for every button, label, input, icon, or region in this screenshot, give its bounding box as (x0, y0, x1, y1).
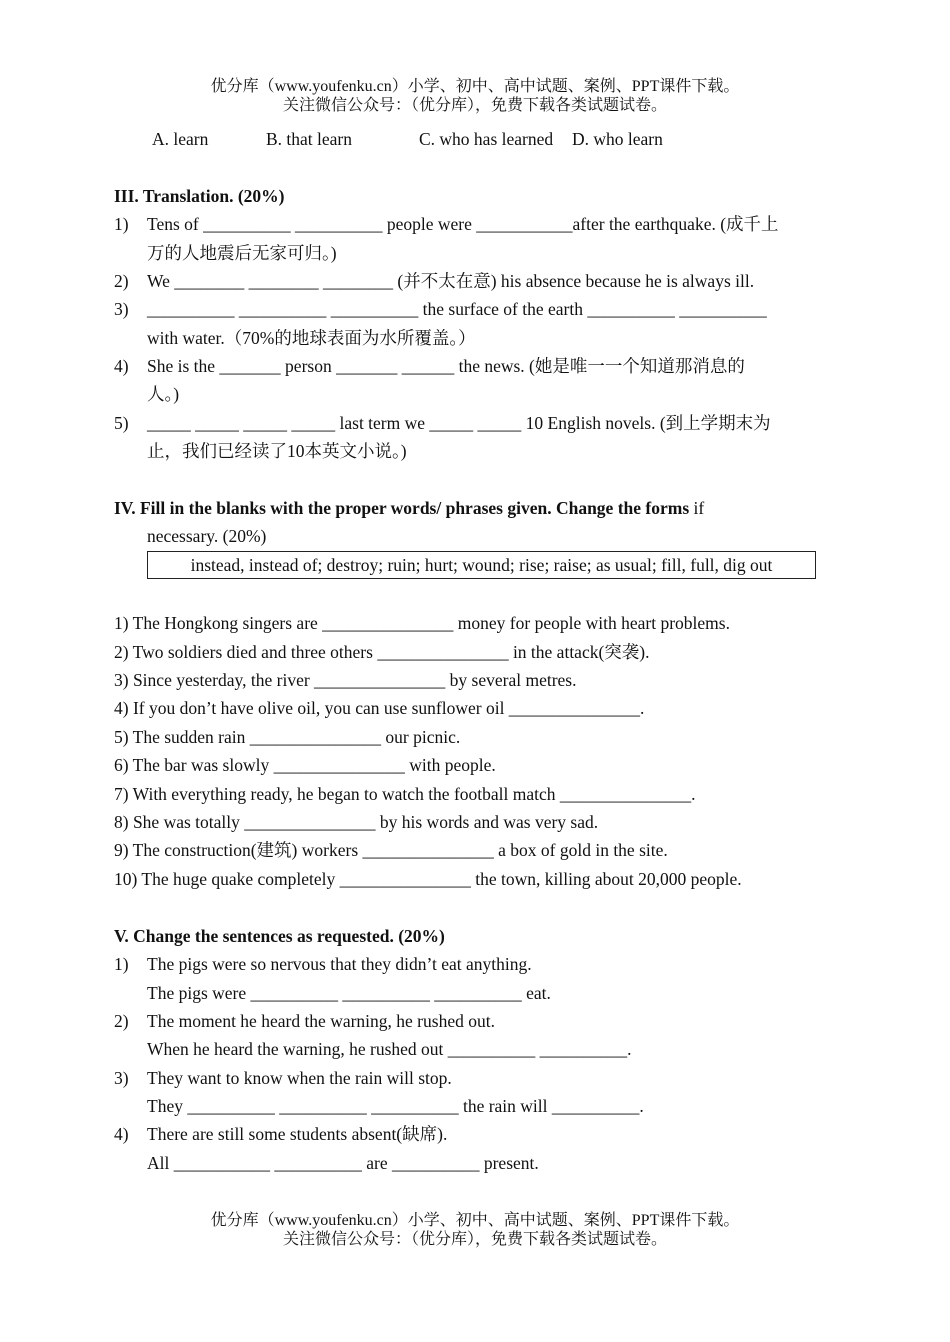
fill-blank-item: 5) The sudden rain _______________ our picnic. (114, 727, 461, 747)
fill-blank-item: 6) The bar was slowly _______________ with people. (114, 755, 496, 775)
header-line-2: 关注微信公众号：（优分库），免费下载各类试题试卷。 (282, 97, 667, 114)
item-text: They want to know when the rain will stop. (147, 1068, 452, 1088)
item-rewrite: They __________ __________ __________ the rain will __________. (147, 1096, 644, 1116)
item-number: 2) (114, 1011, 129, 1031)
fill-blank-item: 3) Since yesterday, the river _______________ by several metres. (114, 670, 577, 690)
item-text: She is the _______ person _______ ______ the news. (她是唯一一个知道那消息的 (147, 356, 745, 376)
section-4-title-bold: IV. Fill in the blanks with the proper words/ phrases given. Change the forms (114, 498, 690, 518)
item-number: 3) (114, 299, 129, 319)
header-line-1: 优分库（www.youfenku.cn）小学、初中、高中试题、案例、PPT课件下载。 (210, 78, 740, 95)
item-number: 3) (114, 1068, 129, 1088)
item-rewrite: The pigs were __________ __________ __________ eat. (147, 983, 551, 1003)
option-b: B. that learn (266, 129, 353, 149)
item-text: The pigs were so nervous that they didn’t eat anything. (147, 954, 532, 974)
fill-blank-item: 10) The huge quake completely _______________ the town, killing about 20,000 people. (114, 869, 742, 889)
item-number: 4) (114, 356, 129, 376)
item-text: There are still some students absent(缺席). (147, 1124, 448, 1144)
item-text: __________ __________ __________ the surface of the earth __________ __________ (147, 299, 767, 319)
fill-blank-item: 9) The construction(建筑) workers _______________ a box of gold in the site. (114, 840, 668, 860)
section-5-title: V. Change the sentences as requested. (20%) (114, 926, 445, 946)
item-rewrite: All ___________ __________ are __________ present. (147, 1153, 539, 1173)
item-number: 5) (114, 413, 129, 433)
item-text-cont: with water.（70%的地球表面为水所覆盖。） (147, 328, 476, 348)
item-number: 1) (114, 214, 129, 234)
section-4-title-rest: if (693, 498, 705, 518)
section-4-title-cont: necessary. (20%) (147, 526, 267, 546)
footer-line-2: 关注微信公众号：（优分库），免费下载各类试题试卷。 (282, 1231, 667, 1248)
page-header (0, 77, 950, 115)
option-a: A. learn (152, 129, 209, 149)
item-rewrite: When he heard the warning, he rushed out __________ __________. (147, 1039, 632, 1059)
page-footer (0, 1211, 950, 1249)
footer-line-1: 优分库（www.youfenku.cn）小学、初中、高中试题、案例、PPT课件下载。 (210, 1212, 740, 1229)
section-3-title: III. Translation. (20%) (114, 186, 285, 206)
fill-blank-item: 4) If you don’t have olive oil, you can use sunflower oil _______________. (114, 698, 645, 718)
section-4-title (114, 496, 704, 520)
item-text: The moment he heard the warning, he rushed out. (147, 1011, 495, 1031)
item-number: 1) (114, 954, 129, 974)
option-c: C. who has learned (419, 129, 554, 149)
fill-blank-item: 8) She was totally _______________ by his words and was very sad. (114, 812, 599, 832)
item-text: We ________ ________ ________ (并不太在意) his absence because he is always ill. (147, 271, 755, 291)
item-text: Tens of __________ __________ people were ___________after the earthquake. (成千上 (147, 214, 779, 234)
item-number: 4) (114, 1124, 129, 1144)
item-text-cont: 人。) (147, 384, 180, 404)
fill-blank-item: 1) The Hongkong singers are _______________ money for people with heart problems. (114, 613, 730, 633)
item-number: 2) (114, 271, 129, 291)
word-box: instead, instead of; destroy; ruin; hurt; wound; rise; raise; as usual; fill, full, dig out (147, 551, 816, 579)
option-d: D. who learn (572, 129, 663, 149)
item-text-cont: 止，我们已经读了10本英文小说。) (147, 441, 407, 461)
fill-blank-item: 7) With everything ready, he began to watch the football match _______________. (114, 784, 696, 804)
item-text: _____ _____ _____ _____ last term we _____ _____ 10 English novels. (到上学期末为 (147, 413, 771, 433)
item-text-cont: 万的人地震后无家可归。) (147, 243, 337, 263)
fill-blank-item: 2) Two soldiers died and three others _______________ in the attack(突袭). (114, 642, 650, 662)
